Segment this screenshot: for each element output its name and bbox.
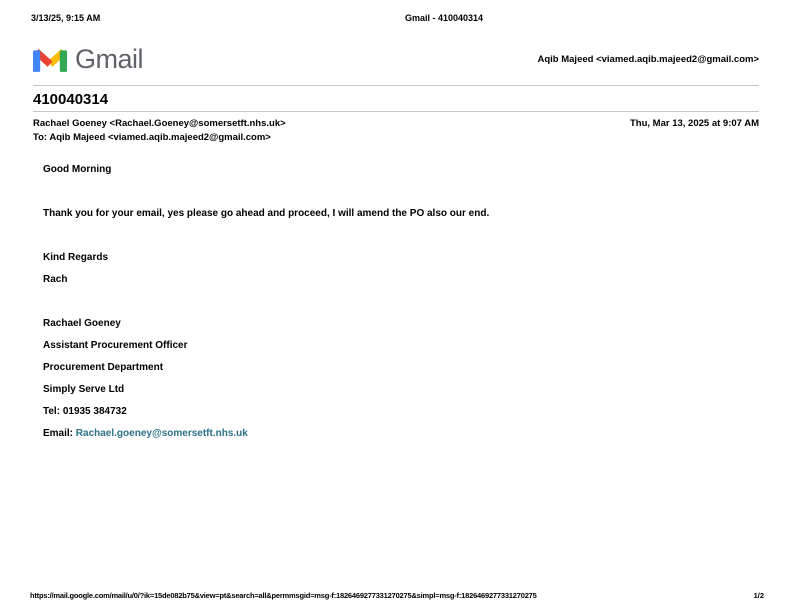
- email-subject: 410040314: [33, 91, 109, 108]
- print-timestamp: 3/13/25, 9:15 AM: [31, 13, 101, 23]
- message-from: Rachael Goeney <Rachael.Goeney@somersetft.nhs.uk>: [33, 118, 286, 129]
- signature-job-title: Assistant Procurement Officer: [43, 340, 188, 351]
- gmail-logo: [33, 44, 143, 75]
- message-date: Thu, Mar 13, 2025 at 9:07 AM: [629, 118, 759, 129]
- print-source-url: https://mail.google.com/mail/u/0/?ik=15de082b75&view=pt&search=all&permmsgid=msg-f:1826469277331270275&simpl=msg-f:1826469277331270275: [30, 591, 537, 600]
- message-to: To: Aqib Majeed <viamed.aqib.majeed2@gmail.com>: [33, 132, 271, 143]
- body-paragraph: Thank you for your email, yes please go ahead and proceed, I will amend the PO also our end.: [43, 208, 490, 219]
- signature-department: Procurement Department: [43, 362, 164, 373]
- spacer: [43, 291, 752, 313]
- signature-name: Rachael Goeney: [43, 318, 121, 329]
- email-body: [43, 159, 752, 445]
- signature-email-link[interactable]: Rachael.goeney@somersetft.nhs.uk: [75, 428, 248, 439]
- divider-top: [33, 85, 759, 86]
- gmail-m-icon: [33, 46, 67, 73]
- message-header: [33, 118, 759, 143]
- divider-bottom: [33, 111, 759, 112]
- signature-telephone: Tel: 01935 384732: [43, 406, 127, 417]
- gmail-wordmark: Gmail: [75, 44, 144, 74]
- spacer: [43, 225, 752, 247]
- signature-email-line: [43, 423, 752, 445]
- body-signoff: Kind Regards: [43, 252, 109, 263]
- spacer: [43, 181, 752, 203]
- signature-email-label: Email:: [43, 428, 76, 439]
- signature-company: Simply Serve Ltd: [43, 384, 125, 395]
- gmail-header: [33, 44, 759, 75]
- body-greeting: Good Morning: [43, 164, 112, 175]
- account-owner-email: Aqib Majeed <viamed.aqib.majeed2@gmail.com>: [537, 54, 759, 65]
- print-page-number: 1/2: [753, 591, 764, 600]
- body-signoff-name: Rach: [43, 274, 68, 285]
- print-document-title: Gmail - 410040314: [405, 13, 484, 23]
